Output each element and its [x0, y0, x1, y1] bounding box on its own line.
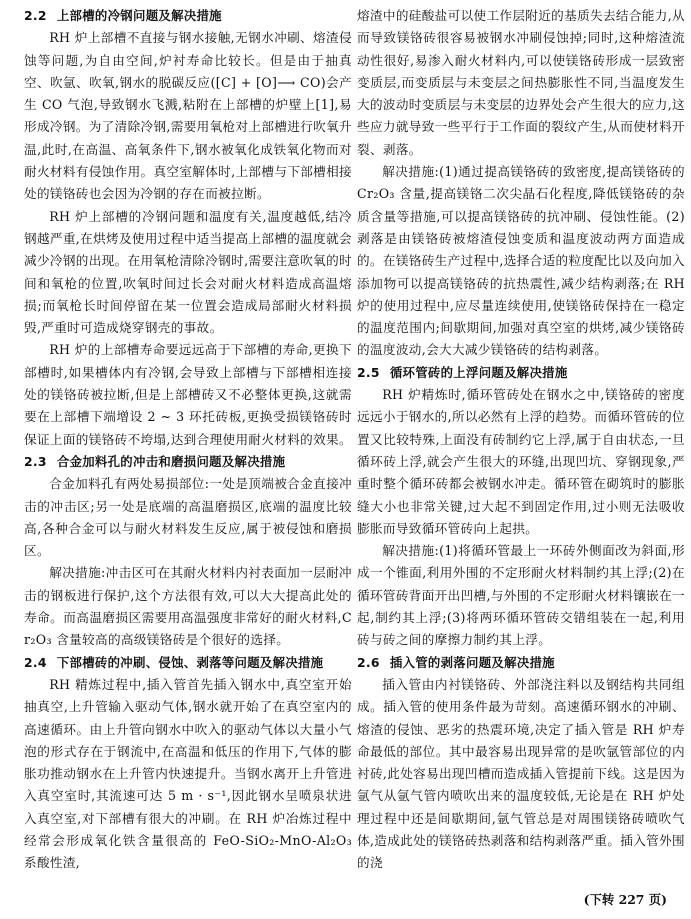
paragraph: 解决措施:(1)将循环管最上一环砖外侧面改为斜面,形成一个锥面,利用外围的不定形耐火材料制约其上浮;(2)在循环管砖背面开出凹槽,与外围的不定形耐火材料镶嵌在一起,制约其上浮;(3)将两环循环管砖交错组装在一起,利用砖与砖之间的摩擦力制约其上浮。	[357, 543, 685, 648]
section-heading	[24, 451, 352, 473]
paragraph: 解决措施:(1)通过提高镁铬砖的致密度,提高镁铬砖的 Cr₂O₃ 含量,提高镁铬二次尖晶石化程度,降低镁铬砖的杂质含量等措施,可以提高镁铬砖的抗冲刷、侵蚀性能。(2)剥落是由镁铬砖被熔渣侵蚀变质和温度波动两方面造成的。在镁铬砖生产过程中,选择合适的粒度配比以及向加入添加物可以提高镁铬砖的抗热震性,减少结构剥落;在 RH 炉的使用过程中,应尽量连续使用,使镁铬砖保持在一稳定的温度范围内;间歇期间,加强对真空室的烘烤,减少镁铬砖的温度波动,会大大减少镁铬砖的结构剥落。	[357, 164, 685, 358]
section-number: 2.2	[24, 8, 47, 23]
section-title: 上部槽的冷钢问题及解决措施	[56, 8, 222, 23]
section-number: 2.4	[24, 654, 47, 670]
paragraph: RH 精炼过程中,插入管首先插入钢水中,真空室开始抽真空,上升管输入驱动气体,钢水就开始了在真空室内的高速循环。由上升管向钢水中吹入的驱动气体以大量小气泡的形式存在于钢流中,在高温和低压的作用下,气体的膨胀功推动钢水在上升管内快速提升。当钢水离开上升管进入真空室时,其流速可达 5 m · s⁻¹,因此钢水呈喷泉状进入真空室,对下部槽有很大的冲刷。在 RH 炉冶炼过程中经常会形成氧化铁含量很高的 FeO-SiO₂-MnO-Al₂O₃ 系酸性渣,	[24, 676, 352, 871]
section-number: 2.3	[24, 453, 47, 469]
paragraph: RH 炉精炼时,循环管砖处在钢水之中,镁铬砖的密度远远小于钢水的,所以必然有上浮的趋势。而循环管砖的位置又比较特殊,上面没有砖制约它上浮,属于自由状态,一旦循环砖上浮,就会产生很大的环缝,出现凹坑、穿钢现象,严重时整个循环砖都会被钢水冲走。循环管在砌筑时的膨胀缝大小也非常关键,过大起不到固定作用,过小则无法吸收膨胀而导致循环管砖向上起拱。	[357, 387, 685, 536]
paragraph: 熔渣中的硅酸盐可以使工作层附近的基质失去结合能力,从而导致镁铬砖很容易被钢水冲刷侵蚀掉;同时,这种熔渣流动性很好,易渗入耐火材料内,可以使镁铬砖形成一层致密变质层,而变质层与未变层之间热膨胀性不同,当温度发生大的波动时变质层与未变层的边界处会产生很大的应力,这些应力就导致一些平行于工作面的裂纹产生,从而使材料开裂、剥落。	[357, 8, 685, 157]
section-title: 插入管的剥落问题及解决措施	[389, 654, 555, 670]
section-number: 2.5	[357, 364, 380, 380]
paragraph: RH 炉上部槽的冷钢问题和温度有关,温度越低,结冷钢越严重,在烘烤及使用过程中适当提高上部槽的温度就会减少冷钢的出现。在用氧枪清除冷钢时,需要注意吹氧的时间和氧枪的位置,吹氧时间过长会对耐火材料造成高温熔损;而氧枪长时间停留在某一位置会造成局部耐火材料损毁,严重时可造成烧穿钢壳的事故。	[24, 208, 352, 336]
section-heading	[24, 5, 352, 27]
paragraph: 合金加料孔有两处易损部位:一处是顶端被合金直接冲击的冲击区;另一处是底端的高温磨损区,底端的温度比较高,各种合金可以与耐火材料发生反应,属于被侵蚀和磨损区。	[24, 476, 352, 559]
continued-note: (下转 227 页)	[583, 892, 667, 907]
section-title: 下部槽砖的冲刷、侵蚀、剥落等问题及解决措施	[56, 654, 324, 670]
section-heading	[24, 652, 352, 674]
section-title: 合金加料孔的冲击和磨损问题及解决措施	[56, 453, 286, 469]
paragraph: RH 炉上部槽不直接与钢水接触,无钢水冲刷、熔渣侵蚀等问题,为自由空间,炉衬寿命比较长。但是由于抽真空、吹氩、吹氧,钢水的脱碳反应([C] + [O]⟶ CO)会产生 CO 气泡,导致钢水飞溅,粘附在上部槽的炉壁上[1],易形成冷钢。为了清除冷钢,需要用氧枪对上部槽进行吹氧升温,此时,在高温、高氧条件下,钢水被氧化成铁氧化物而对耐火材料有侵蚀作用。真空室解体时,上部槽与下部槽相接处的镁铬砖也会因为冷钢的存在而被拉断。	[24, 30, 352, 202]
section-title: 循环管砖的上浮问题及解决措施	[389, 364, 568, 380]
paragraph: RH 炉的上部槽寿命要远远高于下部槽的寿命,更换下部槽时,如果槽体内有冷钢,会导致上部槽与下部槽相连接处的镁铬砖被拉断,但是上部槽砖又不必整体更换,这就需要在上部槽下端增设 2 ~ 3 环托砖板,更换受损镁铬砖时保证上面的镁铬砖不垮塌,达到合理使用耐火材料的效果。	[24, 342, 352, 447]
right-column	[357, 5, 685, 875]
left-column	[24, 5, 352, 875]
section-heading	[357, 362, 685, 384]
section-number: 2.6	[357, 654, 380, 670]
paragraph: 插入管由内衬镁铬砖、外部浇注料以及钢结构共同组成。插入管的使用条件最为苛刻。高速循环钢水的冲刷、熔渣的侵蚀、恶劣的热震环境,决定了插入管是 RH 炉寿命最低的部位。其中最容易出现异常的是吹氩管部位的内衬砖,此处容易出现凹槽而造成插入管提前下线。这是因为氩气从氩气管内喷吹出来的温度较低,无论是在 RH 炉处理过程中还是间歇期间,氩气管总是对周围镁铬砖喷吹气体,造成此处的镁铬砖热剥落和结构剥落严重。插入管外围的浇	[357, 676, 685, 871]
section-heading	[357, 652, 685, 674]
paragraph: 解决措施:冲击区可在其耐火材料内衬表面加一层耐冲击的钢板进行保护,这个方法很有效,可以大大提高此处的寿命。而高温磨损区需要用高温强度非常好的耐火材料,Cr₂O₃ 含量较高的高级镁铬砖是个很好的选择。	[24, 565, 352, 648]
